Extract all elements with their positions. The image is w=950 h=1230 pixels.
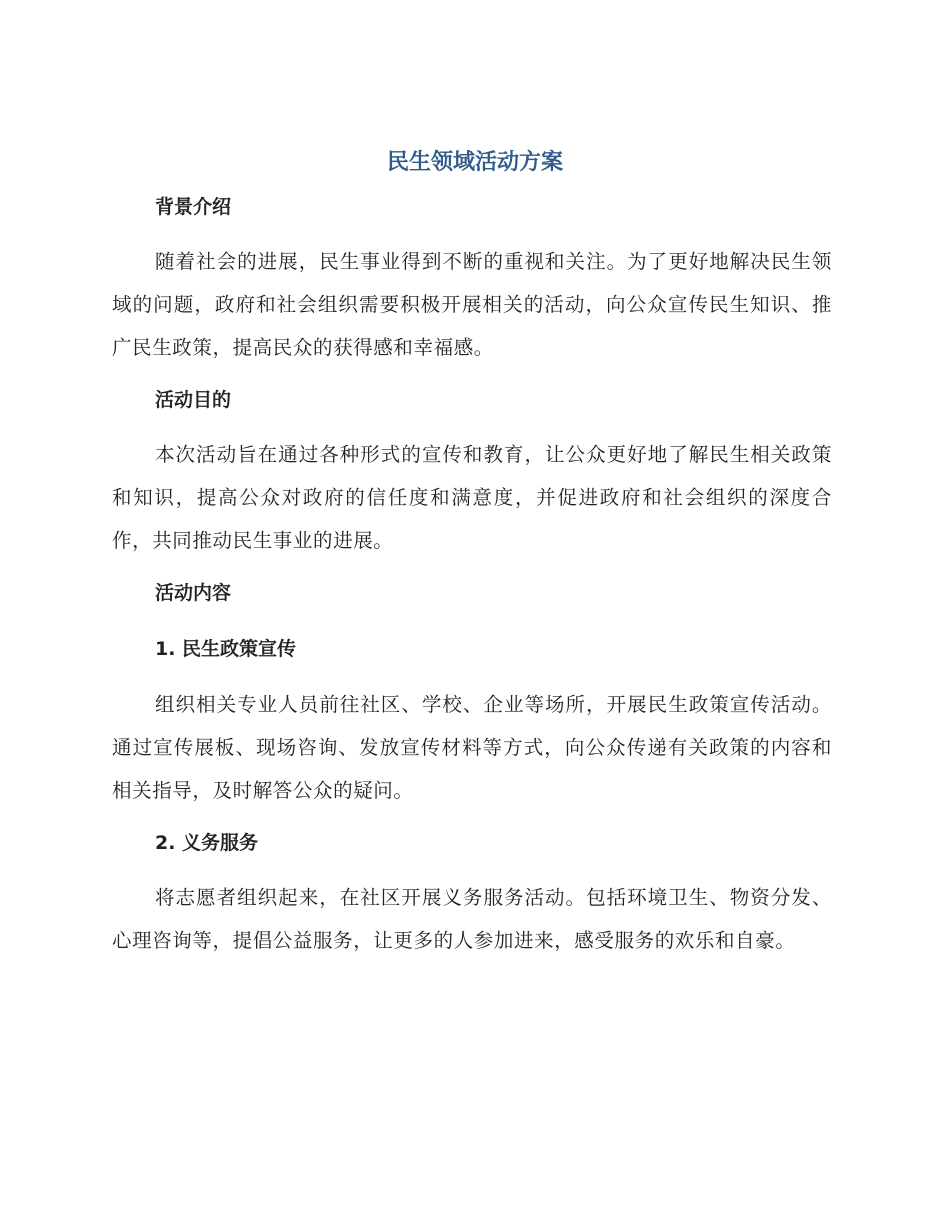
section-text-background: 随着社会的进展，民生事业得到不断的重视和关注。为了更好地解决民生领域的问题，政府和社会组织需要积极开展相关的活动，向公众宣传民生知识、推广民生政策，提高民众的获得感和幸福感。 [112,250,832,359]
subsection-heading-policy: 1. 民生政策宣传 [155,638,297,660]
section-heading-purpose: 活动目的 [155,389,232,411]
subsection-text-policy: 组织相关专业人员前往社区、学校、企业等场所，开展民生政策宣传活动。通过宣传展板、现场咨询、发放宣传材料等方式，向公众传递有关政策的内容和相关指导，及时解答公众的疑问。 [112,693,832,802]
section-heading-background: 背景介绍 [155,196,232,218]
section-text-purpose: 本次活动旨在通过各种形式的宣传和教育，让公众更好地了解民生相关政策和知识，提高公众对政府的信任度和满意度，并促进政府和社会组织的深度合作，共同推动民生事业的进展。 [112,443,832,552]
subsection-heading-volunteer: 2. 义务服务 [155,832,259,854]
section-heading-content: 活动内容 [155,582,232,604]
subsection-text-volunteer: 将志愿者组织起来，在社区开展义务服务活动。包括环境卫生、物资分发、心理咨询等，提倡公益服务，让更多的人参加进来，感受服务的欢乐和自豪。 [112,886,832,952]
document-title: 民生领域活动方案 [386,150,563,175]
